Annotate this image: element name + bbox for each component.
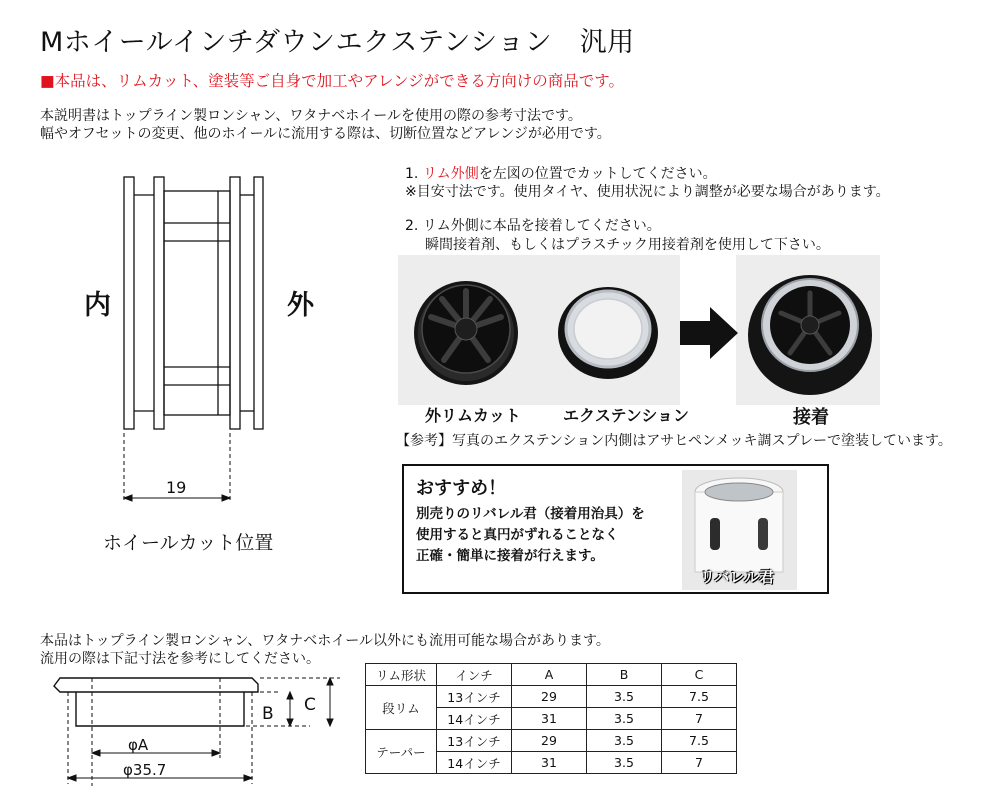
inch-cell: 13インチ bbox=[437, 686, 512, 708]
assembly-photos bbox=[398, 255, 883, 405]
inner-label: 内 bbox=[84, 290, 111, 321]
assembled-wheel-image bbox=[748, 275, 872, 395]
header-c: C bbox=[662, 664, 737, 686]
jig-photo bbox=[682, 470, 797, 590]
inch-cell: 14インチ bbox=[437, 752, 512, 774]
step-1-number: 1. bbox=[405, 166, 423, 182]
recommend-line-3: 正確・簡単に接着が行えます。 bbox=[416, 548, 604, 564]
table-row bbox=[366, 730, 737, 752]
wheel-dimension-label: 19 bbox=[166, 478, 187, 497]
label-phi-d: φ35.7 bbox=[123, 761, 167, 779]
recommend-heading: おすすめ！ bbox=[416, 478, 507, 499]
spec-table bbox=[365, 663, 737, 774]
inch-cell: 14インチ bbox=[437, 708, 512, 730]
notice-text: ■本品は、リムカット、塗装等ご自身で加工やアレンジができる方向けの商品です。 bbox=[40, 72, 624, 90]
step-2-line-1: 2. リム外側に本品を接着してください。 bbox=[405, 218, 661, 234]
a-cell: 31 bbox=[512, 752, 587, 774]
a-cell: 29 bbox=[512, 686, 587, 708]
caption-extension: エクステンション bbox=[563, 406, 690, 425]
caption-assembled: 接着 bbox=[793, 407, 829, 428]
arrow-icon bbox=[680, 307, 738, 359]
recommend-line-1: 別売りのリバレル君（接着用治具）を bbox=[416, 506, 645, 522]
header-b: B bbox=[587, 664, 662, 686]
b-cell: 3.5 bbox=[587, 730, 662, 752]
table-row bbox=[366, 686, 737, 708]
a-cell: 31 bbox=[512, 708, 587, 730]
recommend-body bbox=[416, 504, 645, 567]
inch-cell: 13インチ bbox=[437, 730, 512, 752]
step-2-line-2: 瞬間接着剤、もしくはプラスチック用接着剤を使用して下さい。 bbox=[425, 237, 830, 253]
intro-line-2: 幅やオフセットの変更、他のホイールに流用する際は、切断位置などアレンジが必用です。 bbox=[40, 126, 611, 142]
b-cell: 3.5 bbox=[587, 708, 662, 730]
step-1 bbox=[405, 163, 717, 183]
step-1-text: を左図の位置でカットしてください。 bbox=[478, 166, 717, 182]
b-cell: 3.5 bbox=[587, 686, 662, 708]
shape-cell: 段リム bbox=[366, 686, 437, 730]
label-b: B bbox=[262, 704, 274, 724]
reference-note: 【参考】写真のエクステンション内側はアサヒペンメッキ調スプレーで塗装しています。 bbox=[396, 433, 952, 449]
jig-label: リバレル君 bbox=[700, 568, 775, 586]
wheel-diagram-caption: ホイールカット位置 bbox=[103, 532, 274, 554]
label-c: C bbox=[304, 695, 316, 715]
extension-dimension-diagram bbox=[40, 666, 350, 806]
b-cell: 3.5 bbox=[587, 752, 662, 774]
c-cell: 7 bbox=[662, 752, 737, 774]
step-1-note: ※目安寸法です。使用タイヤ、使用状況により調整が必要な場合があります。 bbox=[405, 184, 890, 200]
extension-ring-image bbox=[558, 287, 658, 379]
step-1-highlight: リム外側 bbox=[422, 166, 479, 182]
shape-cell: テーパー bbox=[366, 730, 437, 774]
a-cell: 29 bbox=[512, 730, 587, 752]
page-title: Mホイールインチダウンエクステンション 汎用 bbox=[40, 27, 635, 58]
table-header-row bbox=[366, 664, 737, 686]
header-inch: インチ bbox=[437, 664, 512, 686]
bottom-text-1: 本品はトップライン製ロンシャン、ワタナベホイール以外にも流用可能な場合があります。 bbox=[40, 633, 610, 649]
outer-label: 外 bbox=[287, 290, 314, 321]
recommend-line-2: 使用すると真円がずれることなく bbox=[416, 527, 619, 543]
c-cell: 7.5 bbox=[662, 686, 737, 708]
c-cell: 7 bbox=[662, 708, 737, 730]
bottom-text-2: 流用の際は下記寸法を参考にしてください。 bbox=[40, 651, 320, 667]
intro-line-1: 本説明書はトップライン製ロンシャン、ワタナベホイールを使用の際の参考寸法です。 bbox=[40, 108, 582, 124]
cut-wheel-image bbox=[414, 281, 518, 385]
wheel-cut-diagram bbox=[60, 165, 350, 510]
header-shape: リム形状 bbox=[366, 664, 437, 686]
c-cell: 7.5 bbox=[662, 730, 737, 752]
header-a: A bbox=[512, 664, 587, 686]
caption-cut-wheel: 外リムカット bbox=[425, 406, 521, 425]
label-phi-a: φA bbox=[128, 736, 149, 754]
